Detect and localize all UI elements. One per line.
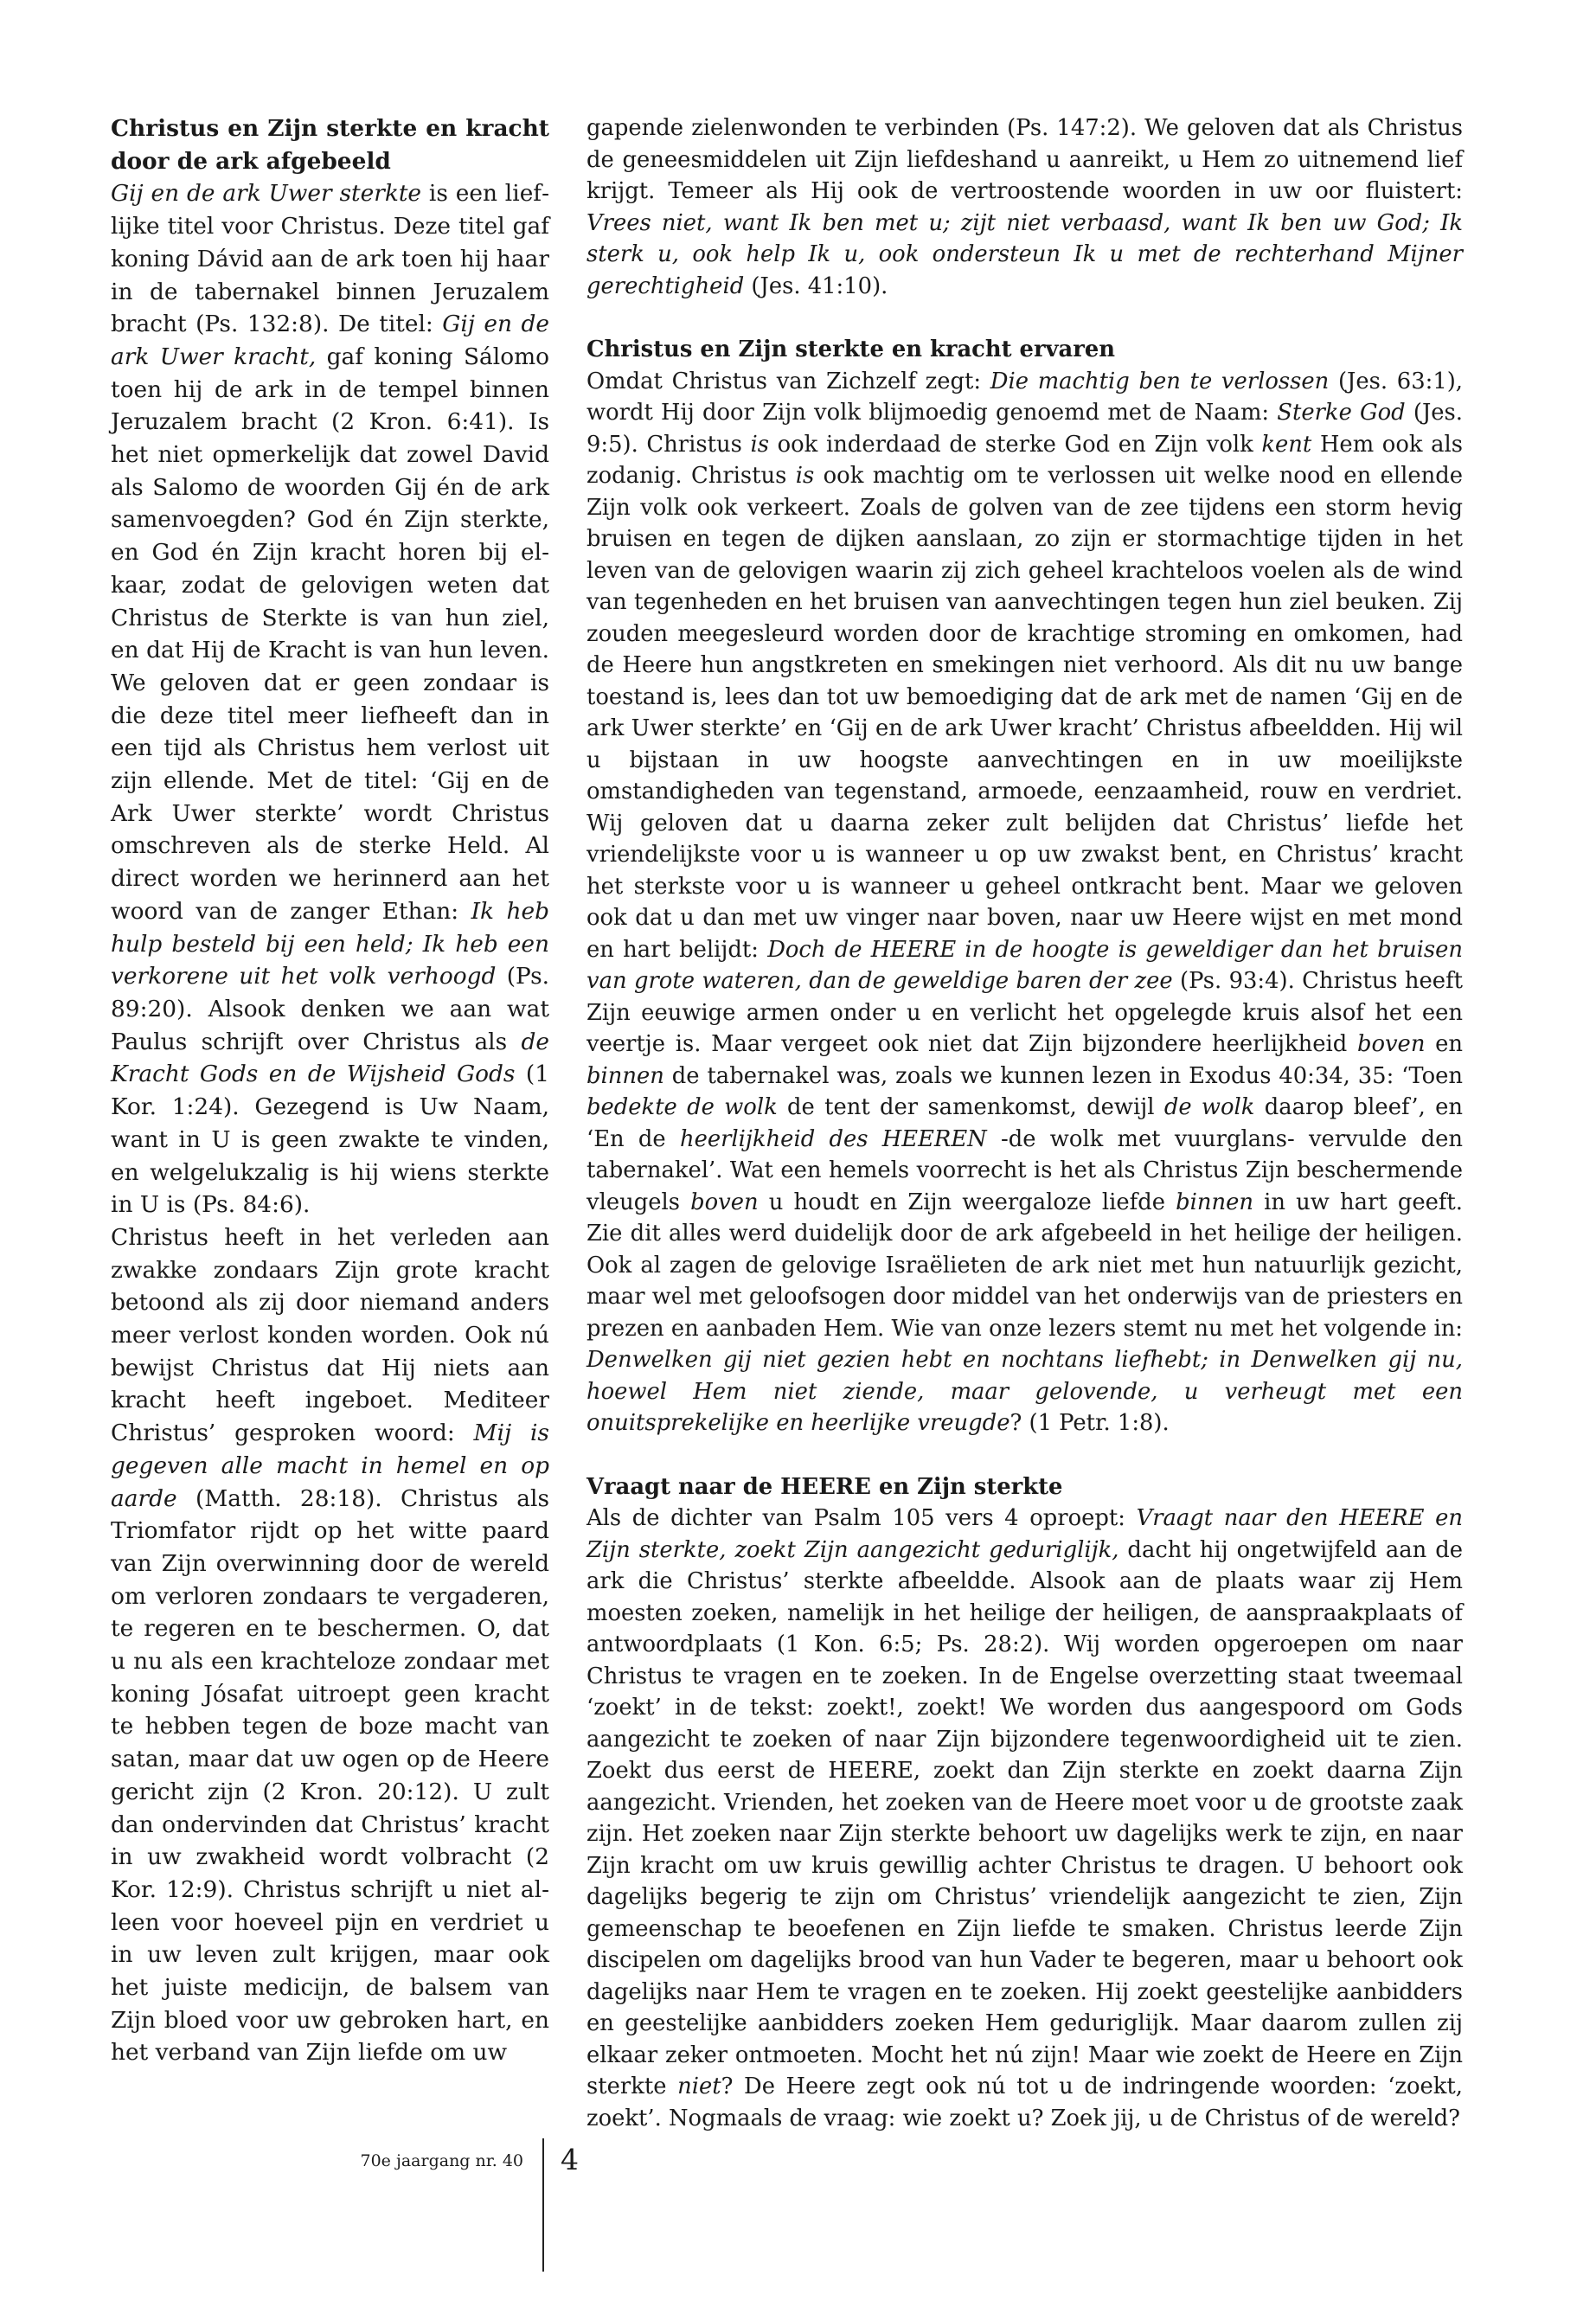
paragraph-christ-strength-past [111,1221,549,2069]
text-run: ook machtig om te verlossen uit welke nood en ellende Zijn volk ook verkeert. Zoals de golven van de zee tijdens een storm hevig bruisen en tegen de dijken aanslaan, zo zijn er stormachtige tijden in het leven van de gelovigen waarin zij zich geheel krachteloos voelen als de wind van tegenheden en het bruisen van aanvechtingen tegen hun ziel beuken. Zij zouden meegesleurd worden door de krachtige stroming en omkomen, had de Heere hun angstkreten en smekingen niet verhoord. Als dit nu uw bange toestand is, lees dan tot uw bemoediging dat de ark met de namen ‘Gij en de ark Uwer sterkte’ en ‘Gij en de ark Uwer kracht’ Christus afbeeldden. Hij wil u bijstaan in uw hoogste aanvechtingen en in uw moeilijkste omstandigheden van tegenstand, armoede, eenzaamheid, rouw en verdriet. Wij geloven dat u daarna zeker zult belijden dat Christus’ liefde het vriendelijkste voor u is wanneer u op uw zwakst bent, en Christus’ kracht het sterkste voor u is wanneer u geheel ontkracht bent. Maar we geloven ook dat u dan met uw vinger naar boven, naar uw Heere wijst en met mond en hart belijdt: [586,463,1463,963]
text-run: (1 Kor. 1:24). Gezegend is Uw Naam, want in U is geen zwakte te vinden, en welgelukzalig is hij wiens sterkte in U is (Ps. 84:6). [111,1061,549,1219]
text-run: gapende zielenwonden te verbinden (Ps. 147:2). We geloven dat als Christus de geneesmiddelen uit Zijn liefdeshand u aanreikt, u Hem zo uitnemend lief krijgt. Temeer als Hij ook de vertroostende woorden in uw oor fluistert: [586,115,1463,204]
italic-quote: de wolk [1163,1094,1255,1120]
italic-quote: Vrees niet, want Ik ben met u; zijt niet verbaasd, want Ik ben uw God; Ik sterk u, ook help Ik u, ook ondersteun Ik u met de rechterhand Mijner gerechtigheid [586,209,1463,299]
text-run: ook inderdaad de sterke God en Zijn volk [768,431,1262,458]
text-run: (Ps. 89:20). Alsook denken we aan wat Paulus schrijft over Christus als [111,963,549,1055]
text-run: dacht hij ongetwijfeld aan de ark die Christus’ sterkte afbeeldde. Alsook aan de plaats waar zij Hem moesten zoeken, namelijk in het heilige der heiligen, de aanspraakplaats of antwoordplaats (1 Kon. 6:5; Ps. 28:2). Wij worden opgeroepen om naar Christus te vragen en te zoeken. In de Engelse overzetting staat tweemaal ‘zoekt’ in de tekst: zoekt!, zoekt! We worden dus aangespoord om Gods aangezicht te zoeken of naar Zijn bijzondere tegenwoordigheid uit te zien. Zoekt dus eerst de HEERE, zoekt dan Zijn sterkte en zoekt daarna Zijn aangezicht. Vrienden, het zoeken van de Heere moet voor u de grootste zaak zijn. Het zoeken naar Zijn sterkte behoort uw dagelijks werk te zijn, en naar Zijn kracht om uw kruis gewillig achter Christus te dragen. U behoort ook dagelijks begerig te zijn om Christus’ vriendelijk aangezicht te zien, Zijn gemeenschap te beoefenen en Zijn liefde te smaken. Christus leerde Zijn discipelen om dagelijks brood van hun Vader te begeren, maar u behoort ook dagelijks naar Hem te vragen en te zoeken. Hij zoekt geestelijke aanbidders en geestelijke aanbidders zoeken Hem geduriglijk. Maar daarom zullen zij elkaar zeker ontmoeten. Mocht het nú zijn! Maar wie zoekt de Heere en Zijn sterkte [586,1536,1463,2099]
text-run: de tabernakel was, zoals we kunnen lezen in Exodus 40:34, 35: ‘Toen [663,1062,1463,1089]
text-run: (Jes. 9:5). Christus [586,400,1463,458]
italic-quote: binnen [1176,1189,1253,1215]
italic-quote: de Kracht Gods en de Wijsheid Gods [111,1028,549,1088]
text-run: (Ps. 93:4). Christus heeft Zijn eeuwige armen onder u en verlicht het opgelegde kruis alsof het een veertje is. Maar vergeet ook niet dat Zijn bijzondere heerlijkheid [586,968,1463,1057]
text-run: Als de dichter van Psalm 105 vers 4 oproept: [586,1505,1137,1531]
text-run: de tent der samenkomst, dewijl [777,1094,1164,1120]
italic-quote: Die machtig ben te verlossen [990,368,1330,394]
page-number: 4 [561,2143,579,2176]
right-column [586,112,1463,2134]
italic-quote: is [750,431,769,458]
section-heading-ark: Christus en Zijn sterkte en kracht door de ark afgebeeld [111,115,549,175]
text-run: Hem ook als zodanig. Christus [586,431,1464,489]
issue-label: 70e jaargang nr. 40 [360,2151,523,2170]
italic-quote: boven [690,1189,759,1215]
italic-quote: Mij is gegeven alle macht in hemel en op aarde [111,1420,549,1512]
text-run: en [1425,1031,1463,1057]
text-run: daarop bleef’, en ‘En de [586,1094,1464,1152]
paragraph-seek [586,1503,1463,2134]
text-run: in uw hart geeft. Zie dit alles werd duidelijk door de ark afgebeeld in het heilige der heiligen. Ook al zagen de gelovige Israëlieten de ark niet met hun natuurlijk gezicht, maar wel met geloofsogen door middel van het onderwijs van de priesters en prezen en aanbaden Hem. Wie van onze lezers stemt nu met het volgende in: [586,1189,1463,1342]
paragraph-continued [586,112,1463,302]
left-column [111,112,549,2069]
text-run: (Jes. 63:1), wordt Hij door Zijn volk blijmoedig genoemd met de Naam: [586,368,1464,426]
italic-quote: Denwelken gij niet gezien hebt en nochtans liefhebt; in Denwelken gij nu, hoewel Hem niet ziende, maar gelovende, u verheugt met een onuitsprekelijke en heerlijke vreugde [586,1347,1463,1436]
text-run: Omdat Christus van Zichzelf zegt: [586,368,990,394]
section-heading-experience: Christus en Zijn sterkte en kracht ervaren [586,336,1116,362]
text-run: ? De Heere zegt ook nú tot u de indringende woorden: ‘zoekt, zoekt’. Nogmaals de vraag: wie zoekt u? Zoek jij, u de Christus of de wereld? [586,2073,1463,2131]
text-run: (Matth. 28:18). Christus als Triomfator rijdt op het witte paard van Zijn overwinning door de wereld om verloren zondaars te vergaderen, te regeren en te beschermen. O, dat u nu als een krachteloze zondaar met koning Jósafat uitroept geen kracht te hebben tegen de boze macht van satan, maar dat uw ogen op de Heere gericht zijn (2 Kron. 20:12). U zult dan ondervinden dat Christus’ kracht in uw zwakheid wordt volbracht (2 Kor. 12:9). Christus schrijft u niet alleen voor hoeveel pijn en verdriet u in uw leven zult krijgen, maar ook het juiste medicijn, de balsem van Zijn bloed voor uw gebroken hart, en het verband van Zijn liefde om uw [111,1484,549,2067]
italic-quote: kent [1261,431,1312,458]
italic-quote: binnen [586,1062,664,1089]
footer-divider [542,2138,544,2272]
italic-quote: Sterke God [1277,400,1406,426]
italic-quote: is [795,463,815,489]
italic-quote: bedekte de wolk [586,1094,778,1120]
text-run: ? (1 Petr. 1:8). [1010,1410,1170,1436]
paragraph-experience [586,366,1463,1439]
text-run: -de wolk met vuurglans- vervulde den tabernakel’. Wat een hemels voorrecht is het als Christus Zijn beschermende vleugels [586,1125,1463,1215]
italic-quote: heerlijkheid des HEEREN [679,1125,987,1152]
italic-quote: niet [677,2073,721,2099]
text-run: Christus heeft in het verleden aan zwakke zondaars Zijn grote kracht betoond als zij door niemand anders meer verlost konden worden. Ook nú bewijst Christus dat Hij niets aan kracht heeft ingeboet. Mediteer Christus’ gesproken woord: [111,1223,549,1447]
text-run: (Jes. 41:10). [744,272,888,299]
paragraph-ark-title [111,177,549,1221]
italic-quote: Ik heb hulp besteld bij een held; Ik heb een verkorene uit het volk verhoogd [111,897,549,990]
text-run: is een lieflijke titel voor Christus. Deze titel gaf koning Dávid aan de ark toen hij haar in de tabernakel binnen Jeruzalem bracht (Ps. 132:8). De titel: [111,180,549,338]
italic-quote: Doch de HEERE in de hoogte is geweldiger dan het bruisen van grote wateren, dan de geweldige baren der zee [586,936,1463,994]
text-run: gaf koning Sálomo toen hij de ark in de tempel binnen Jeruzalem bracht (2 Kron. 6:41). Is het niet opmerkelijk dat zowel David als Salomo de woorden Gij én de ark samenvoegden? God én Zijn sterkte, en God én Zijn kracht horen bij elkaar, zodat de gelovigen weten dat Christus de Sterkte is van hun ziel, en dat Hij de Kracht is van hun leven. We geloven dat er geen zondaar is die deze titel meer liefheeft dan in een tijd als Christus hem verlost uit zijn ellende. Met de titel: ‘Gij en de Ark Uwer sterkte’ wordt Christus omschreven als de sterke Held. Al direct worden we herinnerd aan het woord van de zanger Ethan: [111,343,549,925]
italic-quote: Gij en de ark Uwer sterkte [111,180,422,208]
italic-quote: boven [1356,1031,1426,1057]
italic-quote: Vraagt naar den HEERE en Zijn sterkte, zoekt Zijn aangezicht geduriglijk, [586,1505,1463,1563]
italic-quote: Gij en de ark Uwer kracht, [111,311,549,370]
text-run: u houdt en Zijn weergaloze liefde [758,1189,1176,1215]
section-heading-seek: Vraagt naar de HEERE en Zijn sterkte [586,1473,1063,1500]
